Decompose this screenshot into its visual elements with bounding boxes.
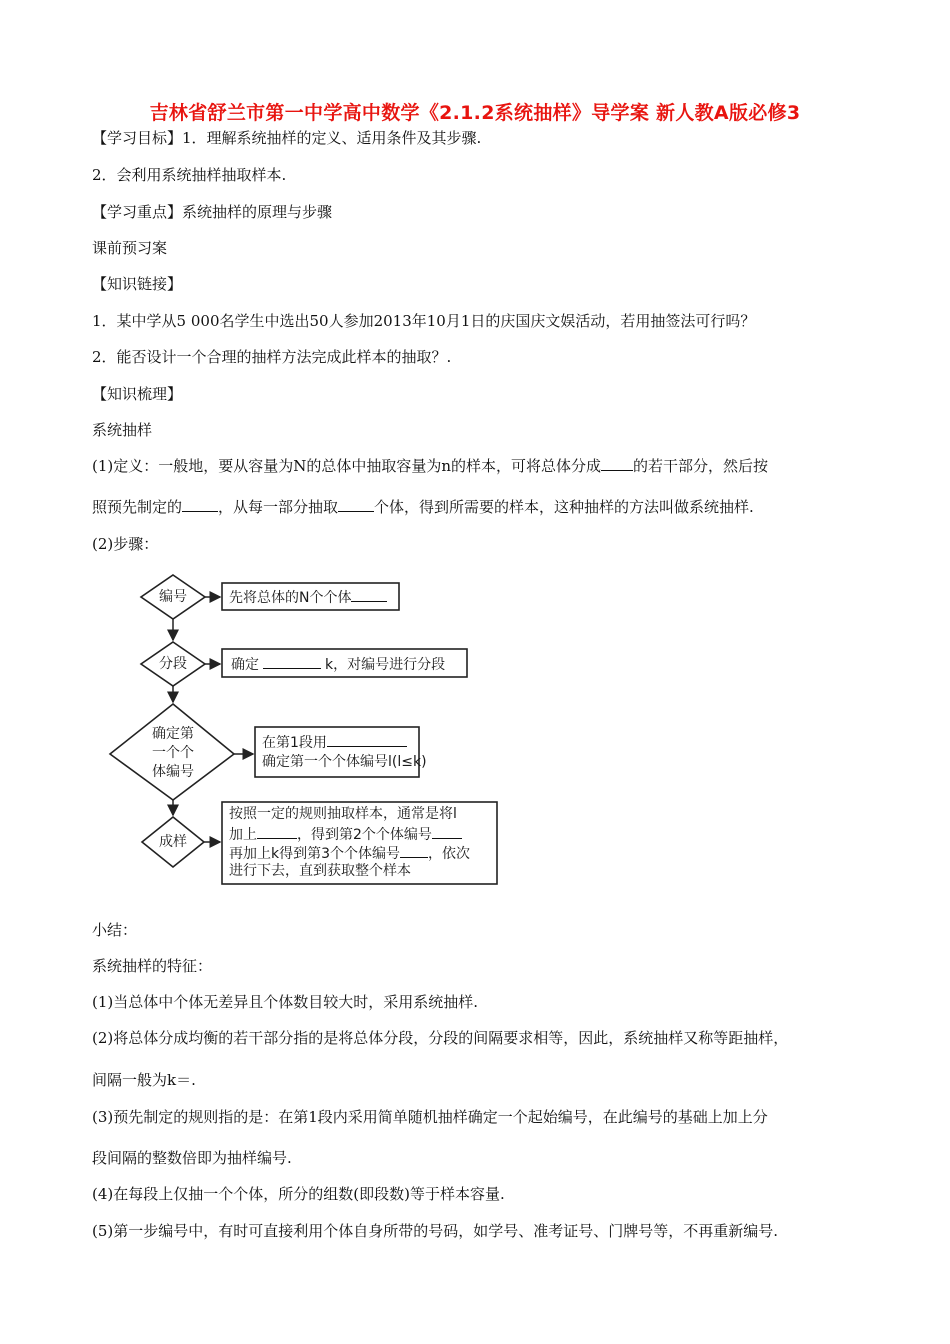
- feature-3-line1: (3)预先制定的规则指的是：在第1段内采用简单随机抽样确定一个起始编号，在此编号的基础上加上分: [92, 1108, 768, 1126]
- box2-label-b: k，对编号进行分段: [325, 657, 446, 673]
- fill-blank: [351, 587, 387, 602]
- box4-line3: [229, 843, 470, 864]
- fill-blank: [182, 497, 218, 512]
- summary-heading: 小结：: [92, 921, 138, 939]
- page-title: 吉林省舒兰市第一中学高中数学《2.1.2系统抽样》导学案 新人教A版必修3: [149, 102, 801, 124]
- feature-5: (5)第一步编号中，有时可直接利用个体自身所带的号码，如学号、准考证号、门牌号等，不再重新编号.: [92, 1222, 779, 1240]
- feature-2-line1: (2)将总体分成均衡的若干部分指的是将总体分段，分段的间隔要求相等，因此，系统抽样又称等距抽样，: [92, 1029, 789, 1047]
- feature-2-line2: 间隔一般为k＝.: [92, 1071, 196, 1089]
- learning-focus: 【学习重点】系统抽样的原理与步骤: [92, 203, 333, 221]
- features-heading: 系统抽样的特征：: [92, 957, 213, 975]
- fill-blank: [432, 824, 462, 839]
- fill-blank: [263, 654, 321, 669]
- box1-label: 先将总体的N个个体: [229, 590, 352, 606]
- box4-line1: 按照一定的规则抽取样本，通常是将l: [229, 806, 457, 822]
- flow-step-sample: 成样: [159, 834, 187, 850]
- fill-blank: [327, 732, 407, 747]
- knowledge-link-2: 2．能否设计一个合理的抽样方法完成此样本的抽取？.: [92, 348, 452, 366]
- box4-label-c1: 再加上k得到第3个个体编号: [229, 846, 401, 862]
- flow-step-first-line1: 确定第: [152, 726, 194, 742]
- knowledge-review-heading: 【知识梳理】: [92, 385, 183, 403]
- flow-step-first-line3: 体编号: [152, 764, 194, 780]
- system-sampling-heading: 系统抽样: [92, 421, 153, 439]
- fill-blank: [338, 497, 374, 512]
- box4-line2: [229, 824, 462, 845]
- box3-line1: [262, 732, 407, 753]
- knowledge-link-1: 1．某中学从5 000名学生中选出50人参加2013年10月1日的庆国庆文娱活动，若用抽签法可行吗？: [92, 312, 756, 330]
- fill-blank: [400, 843, 428, 858]
- box3-label-a: 在第1段用: [262, 735, 327, 751]
- definition-text-a: (1)定义：一般地，要从容量为N的总体中抽取容量为n的样本，可将总体分成: [92, 457, 602, 475]
- box2-label-a: 确定: [231, 657, 259, 673]
- knowledge-link-heading: 【知识链接】: [92, 275, 183, 293]
- flowchart: [108, 572, 508, 892]
- definition-text-d: ，从每一部分抽取: [218, 498, 339, 516]
- flow-step-segment: 分段: [159, 656, 187, 672]
- definition-text-c: 照预先制定的: [92, 498, 183, 516]
- definition-text-b: 的若干部分，然后按: [633, 457, 769, 475]
- fill-blank: [601, 456, 633, 471]
- box1-text: [229, 587, 387, 608]
- box3-line2: 确定第一个个体编号l(l≤k): [262, 754, 427, 770]
- feature-3-line2: 段间隔的整数倍即为抽样编号.: [92, 1149, 292, 1167]
- box4-label-c2: ，依次: [428, 846, 471, 862]
- section-preview: 课前预习案: [92, 239, 168, 257]
- definition-text-e: 个体，得到所需要的样本，这种抽样的方法叫做系统抽样.: [374, 498, 754, 516]
- fill-blank: [257, 824, 297, 839]
- flow-step-number: 编号: [159, 589, 187, 605]
- steps-heading: (2)步骤：: [92, 535, 159, 553]
- box2-text: [231, 654, 445, 675]
- flow-step-first-line2: 一个个: [152, 745, 194, 761]
- feature-1: (1)当总体中个体无差异且个体数目较大时，采用系统抽样.: [92, 993, 479, 1011]
- learning-goal-1: 【学习目标】1．理解系统抽样的定义、适用条件及其步骤.: [92, 129, 482, 147]
- box4-label-b1: 加上: [229, 827, 257, 843]
- learning-goal-2: 2．会利用系统抽样抽取样本.: [92, 166, 287, 184]
- box4-line4: 进行下去，直到获取整个样本: [229, 863, 411, 879]
- box4-label-b2: ，得到第2个个体编号: [297, 827, 432, 843]
- definition-line-1: [92, 456, 768, 476]
- definition-line-2: [92, 497, 754, 517]
- feature-4: (4)在每段上仅抽一个个体，所分的组数(即段数)等于样本容量.: [92, 1185, 505, 1203]
